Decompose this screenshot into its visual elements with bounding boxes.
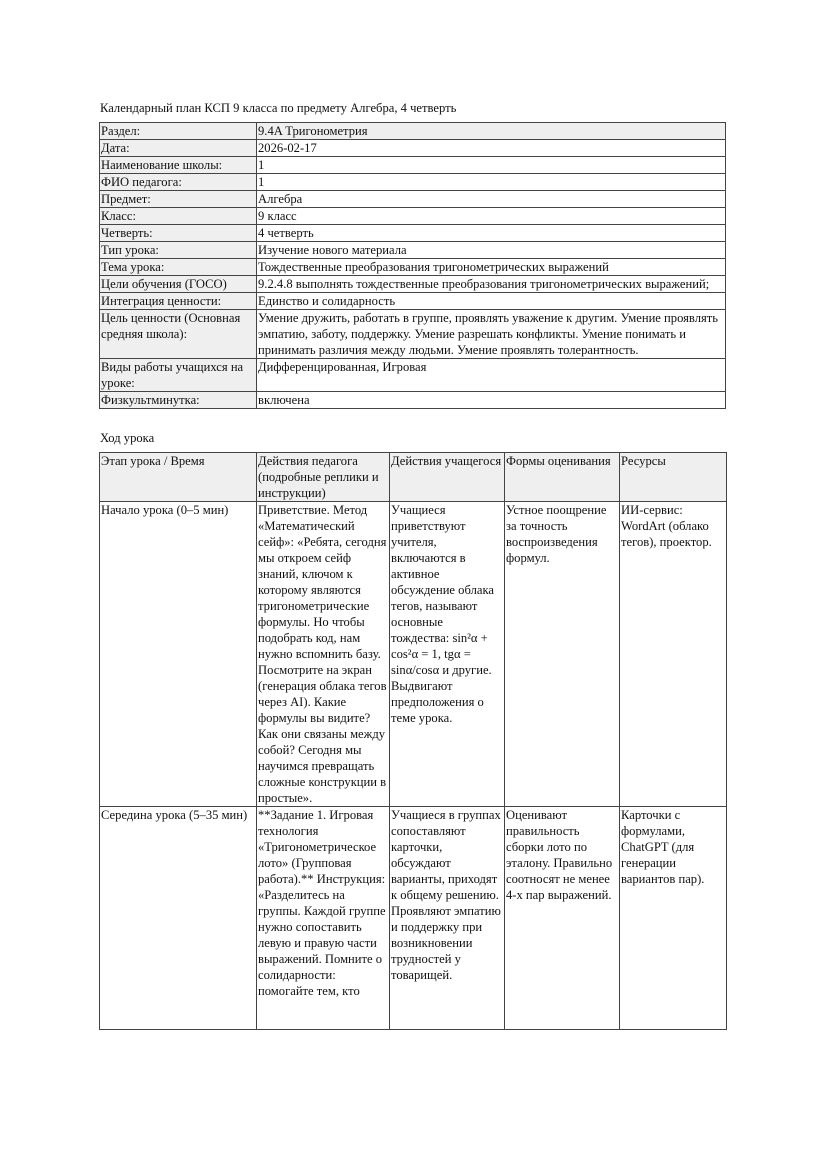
info-key: Тема урока: [100, 259, 257, 276]
info-value: Единство и солидарность [257, 293, 726, 310]
stage-text: Середина урока (5–35 мин) [101, 808, 248, 822]
info-value: Дифференцированная, Игровая [257, 359, 726, 392]
student-actions-text: Учащиеся в группах сопоставляют карточки, обсуждают варианты, приходят к общему решению. Проявляют эмпатию и поддержку при возникновении трудностей у товарищей. [391, 808, 501, 982]
info-key: Цели обучения (ГОСО) [100, 276, 257, 293]
info-value: Тождественные преобразования тригонометрических выражений [257, 259, 726, 276]
student-actions-cell [390, 807, 505, 1030]
info-row [100, 174, 726, 191]
info-row [100, 225, 726, 242]
info-row [100, 259, 726, 276]
lesson-flow-heading: Ход урока [100, 431, 155, 445]
resources-cell: ИИ-сервис: WordArt (облако тегов), проектор. [620, 502, 727, 807]
info-row [100, 293, 726, 310]
info-key: Цель ценности (Основная средняя школа): [100, 310, 257, 359]
info-key: Четверть: [100, 225, 257, 242]
info-value: 1 [257, 174, 726, 191]
info-row [100, 208, 726, 225]
student-actions-cell: Учащиеся приветствуют учителя, включаются в активное обсуждение облака тегов, называют основные тождества: sin²α + cos²α = 1, tgα = sinα/cosα и другие. Выдвигают предположения о теме урока. [390, 502, 505, 807]
resources-text: Карточки с формулами, ChatGPT (для генерации вариантов пар). [621, 808, 705, 886]
info-key: Тип урока: [100, 242, 257, 259]
column-header-teacher: Действия педагога (подробные реплики и инструкции) [257, 453, 390, 502]
info-key: Виды работы учащихся на уроке: [100, 359, 257, 392]
assessment-text: Оценивают правильность сборки лото по эталону. Правильно соотносят не менее 4-х пар выражений. [506, 808, 613, 902]
info-value: Алгебра [257, 191, 726, 208]
info-row [100, 157, 726, 174]
teacher-actions-cell: Приветствие. Метод «Математический сейф»: «Ребята, сегодня мы откроем сейф знаний, ключом к которому являются тригонометрические формулы. Но чтобы подобрать код, нам нужно вспомнить базу. Посмотрите на экран (генерация облака тегов через AI). Какие формулы вы видите? Как они связаны между собой? Сегодня мы научимся превращать сложные конструкции в простые». [257, 502, 390, 807]
lesson-header-row [100, 453, 727, 502]
stage-cell: Начало урока (0–5 мин) [100, 502, 257, 807]
info-value: Изучение нового материала [257, 242, 726, 259]
resources-cell [620, 807, 727, 1030]
document-title: Календарный план КСП 9 класса по предмету Алгебра, 4 четверть [100, 101, 457, 115]
info-row [100, 242, 726, 259]
info-key: Интеграция ценности: [100, 293, 257, 310]
lesson-row [100, 502, 727, 807]
info-key: Дата: [100, 140, 257, 157]
lesson-info-table [99, 122, 726, 409]
info-row [100, 123, 726, 140]
assessment-cell: Устное поощрение за точность воспроизведения формул. [505, 502, 620, 807]
info-key: ФИО педагога: [100, 174, 257, 191]
info-key: Класс: [100, 208, 257, 225]
info-key: Предмет: [100, 191, 257, 208]
info-row [100, 191, 726, 208]
info-key: Наименование школы: [100, 157, 257, 174]
info-row [100, 140, 726, 157]
info-row [100, 359, 726, 392]
teacher-actions-text: **Задание 1. Игровая технология «Тригонометрическое лото» (Групповая работа).** Инструкция: «Разделитесь на группы. Каждой группе нужно сопоставить левую и правую части выражений. Помните о солидарности: помогайте тем, кто [258, 808, 386, 998]
info-key: Физкультминутка: [100, 392, 257, 409]
assessment-cell [505, 807, 620, 1030]
lesson-row [100, 807, 727, 1030]
lesson-flow-table [99, 452, 727, 1030]
info-row [100, 310, 726, 359]
info-value: 9.4A Тригонометрия [257, 123, 726, 140]
info-row [100, 276, 726, 293]
column-header-assessment: Формы оценивания [505, 453, 620, 502]
column-header-stage: Этап урока / Время [100, 453, 257, 502]
column-header-resources: Ресурсы [620, 453, 727, 502]
stage-cell [100, 807, 257, 1030]
info-value: 9.2.4.8 выполнять тождественные преобразования тригонометрических выражений; [257, 276, 726, 293]
info-value: 2026-02-17 [257, 140, 726, 157]
teacher-actions-cell [257, 807, 390, 1030]
info-value: Умение дружить, работать в группе, проявлять уважение к другим. Умение проявлять эмпатию, заботу, поддержку. Умение разрешать конфликты. Умение понимать и принимать различия между людьми. Умение проявлять толерантность. [257, 310, 726, 359]
column-header-student: Действия учащегося [390, 453, 505, 502]
info-value: 9 класс [257, 208, 726, 225]
info-key: Раздел: [100, 123, 257, 140]
info-value: включена [257, 392, 726, 409]
info-value: 4 четверть [257, 225, 726, 242]
info-value: 1 [257, 157, 726, 174]
info-row [100, 392, 726, 409]
